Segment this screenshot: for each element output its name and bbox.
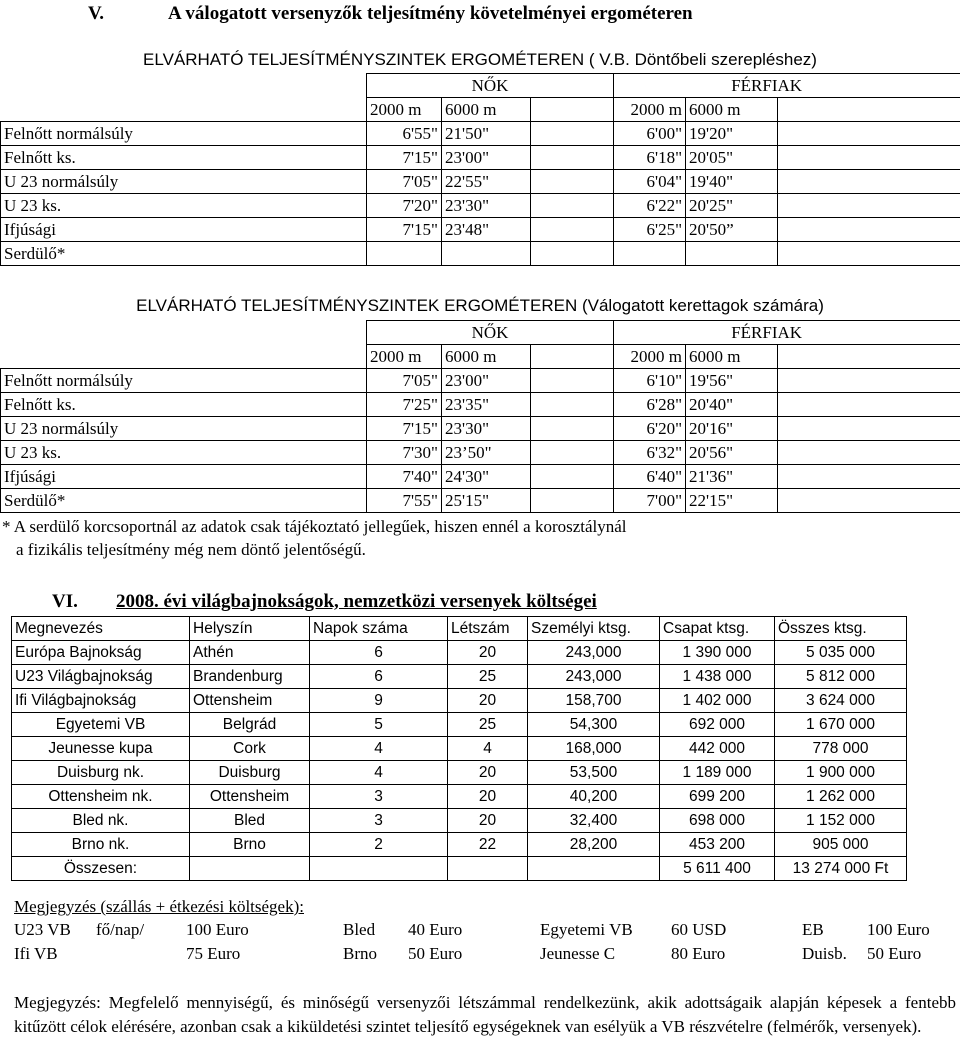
cell: 7'05" — [367, 170, 442, 194]
cell-days: 6 — [310, 641, 448, 665]
row-label: Felnőtt ks. — [1, 146, 367, 170]
column-header: Napok száma — [310, 617, 448, 641]
cell-personal: 158,700 — [528, 689, 660, 713]
column-header: Megnevezés — [12, 617, 190, 641]
column-header: Helyszín — [190, 617, 310, 641]
row-label: Felnőtt ks. — [1, 393, 367, 417]
ergo2-sub-row — [1, 345, 960, 369]
ergo2-group-women: NŐK — [367, 321, 614, 345]
note1-title: Megjegyzés (szállás + étkezési költségek): — [14, 897, 304, 916]
table-row — [1, 146, 960, 170]
row-label: U 23 normálsúly — [1, 170, 367, 194]
cell-team: 442 000 — [660, 737, 775, 761]
cell-team: 698 000 — [660, 809, 775, 833]
ergo1-title: ELVÁRHATÓ TELJESÍTMÉNYSZINTEK ERGOMÉTEREN ( V.B. Döntőbeli szerepléshez) — [143, 50, 817, 69]
cell-name: Brno nk. — [12, 833, 190, 857]
note1-item: 60 USD — [671, 920, 727, 939]
section-number-v: V. — [88, 3, 105, 24]
cell: 20'50” — [686, 218, 778, 242]
cell-total: 1 670 000 — [775, 713, 907, 737]
total-team: 5 611 400 — [660, 857, 775, 881]
table-row — [12, 809, 907, 833]
cell: 23'30" — [442, 194, 531, 218]
cell — [686, 242, 778, 266]
cell-place: Duisburg — [190, 761, 310, 785]
note1-item: EB — [802, 920, 824, 939]
cell-days: 4 — [310, 737, 448, 761]
cell-personal: 243,000 — [528, 641, 660, 665]
cell: 7'20" — [367, 194, 442, 218]
cell: 20'56" — [686, 441, 778, 465]
ergo1-group-men: FÉRFIAK — [614, 74, 960, 98]
table-row — [12, 641, 907, 665]
ergo1-group-row — [1, 74, 960, 98]
cell-place: Bled — [190, 809, 310, 833]
cell-team: 1 438 000 — [660, 665, 775, 689]
total-row — [12, 857, 907, 881]
cell-days: 3 — [310, 785, 448, 809]
note1-item: 50 Euro — [867, 944, 922, 963]
cell-name: Ottensheim nk. — [12, 785, 190, 809]
row-label: Felnőtt normálsúly — [1, 122, 367, 146]
cell-days: 2 — [310, 833, 448, 857]
cell-place: Ottensheim — [190, 689, 310, 713]
note1-item: 75 Euro — [186, 944, 241, 963]
cell-team: 1 189 000 — [660, 761, 775, 785]
cell: 7'00" — [614, 489, 686, 513]
cell-personal: 53,500 — [528, 761, 660, 785]
ergo2-table — [0, 320, 960, 513]
note1-item: Jeunesse C — [540, 944, 616, 963]
cell: 6'32" — [614, 441, 686, 465]
cell: 6'10" — [614, 369, 686, 393]
cell-headcount: 4 — [448, 737, 528, 761]
table-row — [1, 489, 960, 513]
cell: 6'22" — [614, 194, 686, 218]
row-label: Serdülő* — [1, 242, 367, 266]
cell-place: Athén — [190, 641, 310, 665]
cell-team: 692 000 — [660, 713, 775, 737]
note1-item: Brno — [343, 944, 377, 963]
cell: 6'18" — [614, 146, 686, 170]
column-header: Személyi ktsg. — [528, 617, 660, 641]
cell: 20'05" — [686, 146, 778, 170]
cell: 23'00" — [442, 146, 531, 170]
ergo1-sub: 2000 m — [367, 98, 442, 122]
cell-total: 1 152 000 — [775, 809, 907, 833]
table-row — [1, 194, 960, 218]
cell-team: 1 390 000 — [660, 641, 775, 665]
note1-item: 100 Euro — [186, 920, 249, 939]
cell-headcount: 20 — [448, 641, 528, 665]
ergo2-sub: 6000 m — [442, 345, 531, 369]
section-title-vi: 2008. évi világbajnokságok, nemzetközi versenyek költségei — [116, 591, 597, 612]
cell: 7'25" — [367, 393, 442, 417]
table-row — [1, 218, 960, 242]
ergo1-sub: 2000 m — [614, 98, 686, 122]
cell-total: 5 812 000 — [775, 665, 907, 689]
cell-name: Ifi Világbajnokság — [12, 689, 190, 713]
cell: 6'28" — [614, 393, 686, 417]
ergo2-group-men: FÉRFIAK — [614, 321, 960, 345]
cell-total: 1 262 000 — [775, 785, 907, 809]
ergo2-sub: 2000 m — [614, 345, 686, 369]
ergo1-sub: 6000 m — [686, 98, 778, 122]
ergo1-group-women: NŐK — [367, 74, 614, 98]
cell-total: 1 900 000 — [775, 761, 907, 785]
ergo1-sub: 6000 m — [442, 98, 531, 122]
table-row — [12, 833, 907, 857]
ergo2-footnote-line2: a fizikális teljesítmény még nem döntő jelentőségű. — [16, 540, 366, 559]
cell-headcount: 25 — [448, 713, 528, 737]
ergo2-group-row — [1, 321, 960, 345]
cell-name: Bled nk. — [12, 809, 190, 833]
cell-headcount: 25 — [448, 665, 528, 689]
table-row — [12, 689, 907, 713]
ergo2-sub: 2000 m — [367, 345, 442, 369]
cell: 23'48" — [442, 218, 531, 242]
cell: 6'40" — [614, 465, 686, 489]
cell-personal: 168,000 — [528, 737, 660, 761]
table-row — [1, 465, 960, 489]
ergo2-sub: 6000 m — [686, 345, 778, 369]
cell — [367, 242, 442, 266]
cell: 23’50" — [442, 441, 531, 465]
cell: 19'40" — [686, 170, 778, 194]
note1-item: fő/nap/ — [96, 920, 145, 939]
table-row — [12, 713, 907, 737]
note1-item: 50 Euro — [408, 944, 463, 963]
cell: 21'50" — [442, 122, 531, 146]
cell-headcount: 22 — [448, 833, 528, 857]
cell-total: 5 035 000 — [775, 641, 907, 665]
cell-headcount: 20 — [448, 785, 528, 809]
row-label: U 23 ks. — [1, 441, 367, 465]
cell-days: 4 — [310, 761, 448, 785]
cell: 7'15" — [367, 417, 442, 441]
table-row — [1, 242, 960, 266]
cell-name: Egyetemi VB — [12, 713, 190, 737]
cell-headcount: 20 — [448, 689, 528, 713]
table-row — [1, 369, 960, 393]
ergo1-sub-row — [1, 98, 960, 122]
ergo1-table — [0, 73, 960, 266]
cell: 20'40" — [686, 393, 778, 417]
note1-item: 80 Euro — [671, 944, 726, 963]
column-header: Csapat ktsg. — [660, 617, 775, 641]
row-label: Ifjúsági — [1, 465, 367, 489]
cell: 19'56" — [686, 369, 778, 393]
cell-place: Brno — [190, 833, 310, 857]
cell-days: 5 — [310, 713, 448, 737]
column-header: Összes ktsg. — [775, 617, 907, 641]
cell: 7'15" — [367, 146, 442, 170]
cost-header-row — [12, 617, 907, 641]
cell: 23'35" — [442, 393, 531, 417]
cell: 22'15" — [686, 489, 778, 513]
table-row — [1, 393, 960, 417]
cell-total: 905 000 — [775, 833, 907, 857]
table-row — [1, 441, 960, 465]
cell-headcount: 20 — [448, 809, 528, 833]
cell: 6'00" — [614, 122, 686, 146]
row-label: U 23 ks. — [1, 194, 367, 218]
cell-headcount: 20 — [448, 761, 528, 785]
cell: 6'55" — [367, 122, 442, 146]
cell: 22'55" — [442, 170, 531, 194]
cell-place: Ottensheim — [190, 785, 310, 809]
row-label: Serdülő* — [1, 489, 367, 513]
cell: 19'20" — [686, 122, 778, 146]
cell-personal: 54,300 — [528, 713, 660, 737]
cell-personal: 40,200 — [528, 785, 660, 809]
cell-personal: 243,000 — [528, 665, 660, 689]
cell: 7'55" — [367, 489, 442, 513]
note1-item: 100 Euro — [867, 920, 930, 939]
cell-name: U23 Világbajnokság — [12, 665, 190, 689]
cell: 7'15" — [367, 218, 442, 242]
total-label: Összesen: — [12, 857, 190, 881]
cell-total: 3 624 000 — [775, 689, 907, 713]
row-label: Felnőtt normálsúly — [1, 369, 367, 393]
cost-table — [11, 616, 907, 881]
note2-paragraph: Megjegyzés: Megfelelő mennyiségű, és minőségű versenyzői létszámmal rendelkezünk, akik adottságaik alapján képesek a fentebb kitűzött célok elérésére, azonban csak a kiküldetési szintet teljesítő egységeknek van esélyük a VB részvételre (felmérők, versenyek). — [14, 993, 956, 1036]
note1-item: U23 VB — [14, 920, 71, 939]
table-row — [12, 737, 907, 761]
cell: 20'16" — [686, 417, 778, 441]
cell-name: Duisburg nk. — [12, 761, 190, 785]
table-row — [1, 170, 960, 194]
cell — [614, 242, 686, 266]
cell: 6'04" — [614, 170, 686, 194]
cell — [442, 242, 531, 266]
cell-total: 778 000 — [775, 737, 907, 761]
cell-days: 9 — [310, 689, 448, 713]
cell: 20'25" — [686, 194, 778, 218]
cell-team: 699 200 — [660, 785, 775, 809]
cell: 7'05" — [367, 369, 442, 393]
cell-days: 3 — [310, 809, 448, 833]
cell-place: Brandenburg — [190, 665, 310, 689]
cell-place: Cork — [190, 737, 310, 761]
cell-name: Európa Bajnokság — [12, 641, 190, 665]
cell-team: 1 402 000 — [660, 689, 775, 713]
table-row — [1, 122, 960, 146]
total-all: 13 274 000 Ft — [775, 857, 907, 881]
table-row — [12, 785, 907, 809]
cell: 7'40" — [367, 465, 442, 489]
cell-name: Jeunesse kupa — [12, 737, 190, 761]
cell: 7'30" — [367, 441, 442, 465]
ergo2-footnote-line1: * A serdülő korcsoportnál az adatok csak tájékoztató jellegűek, hiszen ennél a korosztálynál — [2, 517, 627, 536]
note1-item: Bled — [343, 920, 376, 939]
note1-item: Ifi VB — [14, 944, 58, 963]
row-label: U 23 normálsúly — [1, 417, 367, 441]
cell: 24'30" — [442, 465, 531, 489]
cell: 21'36" — [686, 465, 778, 489]
cell-place: Belgrád — [190, 713, 310, 737]
cell: 23'00" — [442, 369, 531, 393]
table-row — [12, 665, 907, 689]
section-title-v: A válogatott versenyzők teljesítmény követelményei ergométeren — [168, 3, 693, 24]
column-header: Létszám — [448, 617, 528, 641]
table-row — [1, 417, 960, 441]
note1-item: Egyetemi VB — [540, 920, 633, 939]
cell-days: 6 — [310, 665, 448, 689]
note1-item: 40 Euro — [408, 920, 463, 939]
ergo2-title: ELVÁRHATÓ TELJESÍTMÉNYSZINTEK ERGOMÉTEREN (Válogatott kerettagok számára) — [136, 296, 824, 315]
section-number-vi: VI. — [52, 591, 78, 612]
cell-team: 453 200 — [660, 833, 775, 857]
row-label: Ifjúsági — [1, 218, 367, 242]
table-row — [12, 761, 907, 785]
cell: 6'20" — [614, 417, 686, 441]
cell-personal: 28,200 — [528, 833, 660, 857]
cell: 25'15" — [442, 489, 531, 513]
cell: 23'30" — [442, 417, 531, 441]
cell-personal: 32,400 — [528, 809, 660, 833]
cell: 6'25" — [614, 218, 686, 242]
note1-item: Duisb. — [802, 944, 847, 963]
